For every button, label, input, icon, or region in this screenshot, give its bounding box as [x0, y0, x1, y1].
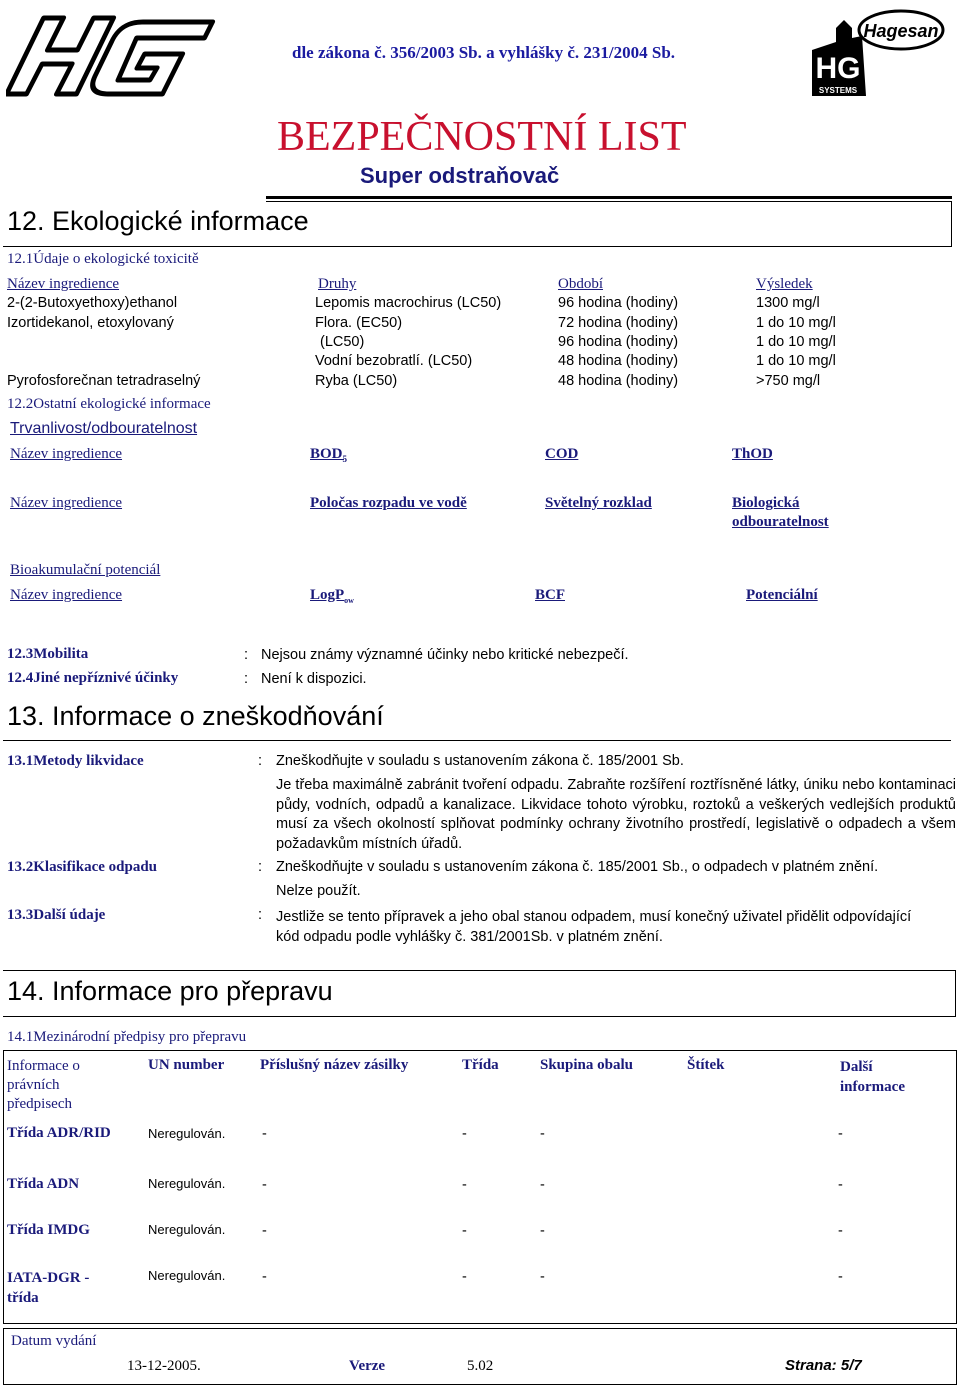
logp-label: LogP: [310, 587, 345, 603]
mobility-label: 12.3Mobilita: [7, 646, 89, 662]
issue-date: 13-12-2005.: [127, 1358, 201, 1374]
tox-result: 1300 mg/l: [756, 295, 820, 311]
disposal-methods-line1: Zneškodňujte v souladu s ustanovením zákona č. 185/2001 Sb.: [276, 753, 684, 769]
section12-title: 12. Ekologické informace: [7, 206, 309, 236]
transport-name: -: [262, 1126, 267, 1142]
tox-ingredient: Izortidekanol, etoxylovaný: [7, 315, 174, 331]
tox-ingredient: Pyrofosforečnan tetradraselný: [7, 373, 201, 389]
further-info-label: 13.3Další údaje: [7, 907, 106, 923]
colon: :: [258, 907, 263, 923]
colon: :: [244, 647, 249, 663]
transport-header-class: Třída: [462, 1057, 499, 1073]
logp-subscript: ow: [344, 596, 354, 605]
transport-group: -: [540, 1126, 545, 1142]
hg-logo: [6, 8, 256, 104]
other-effects-label: 12.4Jiné nepříznivé účinky: [7, 670, 179, 686]
tox-result: 1 do 10 mg/l: [756, 334, 836, 350]
bod-header-cod: COD: [545, 446, 579, 462]
tox-period: 72 hodina (hodiny): [558, 315, 679, 331]
tox-result: >750 mg/l: [756, 373, 821, 389]
transport-label2: -: [838, 1223, 843, 1239]
tox-header-period: Období: [558, 276, 603, 292]
tox-ingredient: 2-(2-Butoxyethoxy)ethanol: [7, 295, 178, 311]
tox-period: 96 hodina (hodiny): [558, 334, 679, 350]
bioacc-header-bcf: BCF: [535, 587, 565, 603]
law-reference: dle zákona č. 356/2003 Sb. a vyhlášky č. 231/2004 Sb.: [292, 43, 676, 62]
tox-period: 96 hodina (hodiny): [558, 295, 679, 311]
waste-class-label: 13.2Klasifikace odpadu: [7, 859, 158, 875]
document-title: BEZPEČNOSTNÍ LIST: [277, 114, 687, 160]
transport-header-un: UN number: [148, 1057, 225, 1073]
transport-name: -: [262, 1223, 267, 1239]
colon: :: [258, 859, 263, 875]
hg-logo-graphic: [6, 8, 256, 104]
version-label: Verze: [349, 1358, 386, 1374]
transport-group: -: [540, 1223, 545, 1239]
transport-name: -: [262, 1177, 267, 1193]
issue-date-label: Datum vydání: [11, 1333, 97, 1349]
section13-rule: [3, 740, 951, 741]
deg-header-bio: Biologická: [732, 495, 800, 511]
deg-header-ingredient: Název ingredience: [10, 495, 123, 511]
tox-period: 48 hodina (hodiny): [558, 373, 679, 389]
section14-title: 14. Informace pro přepravu: [7, 976, 333, 1006]
page-number: Strana: 5/7: [785, 1357, 862, 1374]
transport-header-additional: Další informace: [840, 1059, 905, 1095]
deg-header-photolysis: Světelný rozklad: [545, 495, 652, 511]
other-effects-value: Není k dispozici.: [261, 671, 367, 687]
tox-result: 1 do 10 mg/l: [756, 353, 836, 369]
tox-species: Vodní bezobratlí. (LC50): [315, 353, 473, 369]
section13-title: 13. Informace o zneškodňování: [7, 701, 384, 731]
product-name: Super odstraňovač: [360, 163, 560, 188]
transport-header-regulations: Informace o právních předpisech: [7, 1058, 80, 1112]
waste-class-line1: Zneškodňujte v souladu s ustanovením zákona č. 185/2001 Sb., o odpadech v platném znění.: [276, 859, 879, 875]
hagesan-logo: [806, 6, 946, 102]
transport-label2: -: [838, 1269, 843, 1285]
hagesan-brand-text: Hagesan: [863, 21, 939, 41]
deg-header-bio2: odbouratelnost: [732, 514, 829, 530]
tox-species: Ryba (LC50): [315, 373, 398, 389]
transport-row-label: IATA-DGR - třída: [7, 1270, 90, 1306]
transport-header-group: Skupina obalu: [540, 1057, 633, 1073]
transport-un: Neregulován.: [148, 1126, 226, 1141]
bod-header-thod: ThOD: [732, 446, 773, 462]
section12-2-heading: 12.2Ostatní ekologické informace: [7, 396, 211, 412]
section12-1-heading: 12.1Údaje o ekologické toxicitě: [7, 251, 199, 267]
transport-row-label: Třída ADN: [7, 1176, 80, 1192]
hg-mark-text: HG: [815, 52, 861, 85]
transport-header-name: Příslušný název zásilky: [260, 1057, 409, 1073]
transport-group: -: [540, 1177, 545, 1193]
bioacc-header-potential: Potenciální: [746, 587, 818, 603]
further-info-value: Jestliže se tento přípravek a jeho obal stanou odpadem, musí konečný uživatel přidělit odpovídající kód odpadu podle vyhlášky č. 381/2001Sb. v platném znění.: [276, 909, 912, 945]
bioacc-heading: Bioakumulační potenciál: [10, 562, 161, 578]
colon: :: [244, 671, 249, 687]
bod-subscript: 5: [342, 454, 348, 464]
waste-class-line2: Nelze použít.: [276, 883, 361, 899]
header-rule: [266, 196, 952, 199]
tox-header-result: Výsledek: [756, 276, 813, 292]
tox-species: (LC50): [320, 334, 365, 350]
transport-un: Neregulován.: [148, 1222, 226, 1237]
persistence-heading: Trvanlivost/odbouratelnost: [10, 420, 198, 437]
transport-un: Neregulován.: [148, 1176, 226, 1191]
tox-period: 48 hodina (hodiny): [558, 353, 679, 369]
tox-species: Flora. (EC50): [315, 315, 403, 331]
disposal-methods-paragraph: Je třeba maximálně zabránit tvoření odpadu. Zabraňte rozšíření roztřísněné látky, úniku nebo kontaminaci půdy, vodních, odpadů a kanalizace. Likvidace tohoto výrobku, roztoků a veškerých vedlejších produktů musí za všech okolností splňovat podmínky ochrany životního prostředí, legislativě o odpadech a všem požadavkům místních úřadů.: [276, 777, 956, 852]
bioacc-header-ingredient: Název ingredience: [10, 587, 123, 603]
transport-row-label: Třída IMDG: [7, 1222, 90, 1238]
deg-header-halflife: Poločas rozpadu ve vodě: [310, 495, 467, 511]
tox-header-ingredient: Název ingredience: [7, 276, 120, 292]
section14-1-heading: 14.1Mezinárodní předpisy pro přepravu: [7, 1029, 247, 1045]
bod-label: BOD: [310, 446, 343, 462]
transport-table: [3, 1050, 957, 1324]
transport-class: -: [462, 1223, 467, 1239]
disposal-methods-label: 13.1Metody likvidace: [7, 753, 144, 769]
transport-un: Neregulován.: [148, 1268, 226, 1283]
transport-name: -: [262, 1269, 267, 1285]
transport-class: -: [462, 1126, 467, 1142]
tox-result: 1 do 10 mg/l: [756, 315, 836, 331]
tox-species: Lepomis macrochirus (LC50): [315, 295, 502, 311]
bod-header-bod: [310, 446, 347, 464]
mobility-value: Nejsou známy významné účinky nebo kritické nebezpečí.: [261, 647, 629, 663]
systems-text: SYSTEMS: [818, 86, 858, 95]
transport-label2: -: [838, 1177, 843, 1193]
transport-label2: -: [838, 1126, 843, 1142]
transport-class: -: [462, 1269, 467, 1285]
bod-header-ingredient: Název ingredience: [10, 446, 123, 462]
transport-header-label: Štítek: [687, 1057, 725, 1073]
bioacc-header-logp: [310, 587, 354, 605]
transport-class: -: [462, 1177, 467, 1193]
colon: :: [258, 753, 263, 769]
transport-row-label: Třída ADR/RID: [7, 1125, 111, 1141]
version-value: 5.02: [467, 1358, 494, 1374]
tox-header-species: Druhy: [318, 276, 357, 292]
transport-group: -: [540, 1269, 545, 1285]
